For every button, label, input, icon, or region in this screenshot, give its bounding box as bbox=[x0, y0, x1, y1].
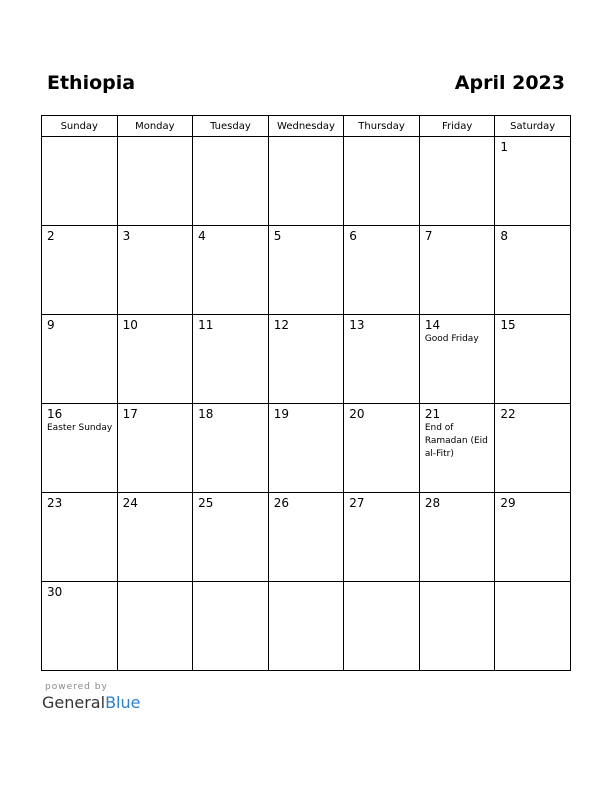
day-cell bbox=[42, 226, 118, 315]
logo-general-text: General bbox=[42, 693, 106, 712]
day-number: 25 bbox=[198, 496, 214, 510]
day-cell bbox=[117, 493, 193, 582]
day-cell bbox=[495, 582, 571, 671]
day-number: 19 bbox=[273, 407, 289, 421]
day-cell bbox=[495, 315, 571, 404]
weekday-sunday: Sunday bbox=[42, 116, 118, 137]
day-cell bbox=[42, 493, 118, 582]
day-cell bbox=[495, 493, 571, 582]
week-row bbox=[42, 226, 571, 315]
day-cell bbox=[268, 137, 344, 226]
day-number: 23 bbox=[47, 496, 63, 510]
week-row bbox=[42, 493, 571, 582]
day-cell bbox=[193, 226, 269, 315]
day-number: 2 bbox=[47, 229, 55, 243]
day-cell bbox=[268, 582, 344, 671]
day-cell bbox=[117, 137, 193, 226]
day-cell bbox=[344, 315, 420, 404]
holiday-label: End of Ramadan (Eid al-Fitr) bbox=[424, 423, 488, 459]
day-number: 12 bbox=[273, 318, 289, 332]
day-number: 1 bbox=[500, 140, 509, 154]
day-number: 29 bbox=[500, 496, 516, 510]
country-title: Ethiopia bbox=[47, 72, 136, 94]
weekday-thursday: Thursday bbox=[344, 116, 420, 137]
day-cell bbox=[419, 137, 495, 226]
day-cell bbox=[268, 226, 344, 315]
generalblue-logo bbox=[42, 693, 140, 713]
day-cell bbox=[344, 137, 420, 226]
weekday-header-row bbox=[42, 116, 571, 137]
day-number: 24 bbox=[122, 496, 138, 510]
day-cell bbox=[419, 582, 495, 671]
day-number: 5 bbox=[273, 229, 282, 243]
day-cell bbox=[117, 582, 193, 671]
day-number: 11 bbox=[198, 318, 214, 332]
day-number: 27 bbox=[349, 496, 365, 510]
week-row bbox=[42, 582, 571, 671]
day-cell bbox=[268, 493, 344, 582]
day-number: 14 bbox=[424, 318, 441, 332]
day-cell bbox=[419, 226, 495, 315]
day-cell bbox=[193, 582, 269, 671]
day-cell bbox=[117, 226, 193, 315]
day-cell bbox=[495, 137, 571, 226]
day-cell bbox=[344, 404, 420, 493]
day-cell bbox=[193, 493, 269, 582]
week-row bbox=[42, 315, 571, 404]
day-number: 4 bbox=[198, 229, 206, 243]
day-cell bbox=[193, 404, 269, 493]
day-number: 28 bbox=[424, 496, 441, 510]
day-cell bbox=[42, 315, 118, 404]
day-number: 17 bbox=[122, 407, 138, 421]
holiday-label: Easter Sunday bbox=[47, 423, 113, 433]
weekday-wednesday: Wednesday bbox=[268, 116, 344, 137]
day-number: 26 bbox=[273, 496, 289, 510]
day-cell bbox=[42, 404, 118, 493]
calendar-grid bbox=[41, 115, 571, 671]
day-cell bbox=[117, 404, 193, 493]
day-cell bbox=[117, 315, 193, 404]
holiday-label: Good Friday bbox=[424, 334, 479, 344]
day-cell bbox=[419, 315, 495, 404]
day-number: 15 bbox=[500, 318, 516, 332]
logo-blue-text: Blue bbox=[105, 693, 141, 712]
weekday-monday: Monday bbox=[117, 116, 193, 137]
week-row bbox=[42, 404, 571, 493]
day-cell bbox=[344, 226, 420, 315]
day-number: 6 bbox=[349, 229, 357, 243]
day-number: 21 bbox=[424, 407, 441, 421]
day-number: 20 bbox=[349, 407, 365, 421]
day-cell bbox=[42, 137, 118, 226]
day-cell bbox=[419, 404, 495, 493]
day-number: 16 bbox=[47, 407, 63, 421]
day-cell bbox=[268, 404, 344, 493]
day-number: 3 bbox=[122, 229, 131, 243]
day-cell bbox=[344, 493, 420, 582]
day-number: 9 bbox=[47, 318, 55, 332]
day-number: 18 bbox=[198, 407, 214, 421]
day-number: 22 bbox=[500, 407, 516, 421]
day-cell bbox=[268, 315, 344, 404]
day-cell bbox=[419, 493, 495, 582]
day-number: 13 bbox=[349, 318, 365, 332]
month-title: April 2023 bbox=[454, 72, 565, 94]
day-cell bbox=[344, 582, 420, 671]
day-cell bbox=[193, 315, 269, 404]
day-number: 30 bbox=[47, 585, 63, 599]
day-number: 10 bbox=[122, 318, 138, 332]
day-cell bbox=[42, 582, 118, 671]
day-number: 7 bbox=[424, 229, 433, 243]
day-cell bbox=[495, 226, 571, 315]
weekday-friday: Friday bbox=[419, 116, 495, 137]
day-cell bbox=[495, 404, 571, 493]
weekday-saturday: Saturday bbox=[495, 116, 571, 137]
week-row bbox=[42, 137, 571, 226]
powered-by-label: powered by bbox=[45, 682, 108, 692]
day-cell bbox=[193, 137, 269, 226]
day-number: 8 bbox=[500, 229, 509, 243]
weekday-tuesday: Tuesday bbox=[193, 116, 269, 137]
